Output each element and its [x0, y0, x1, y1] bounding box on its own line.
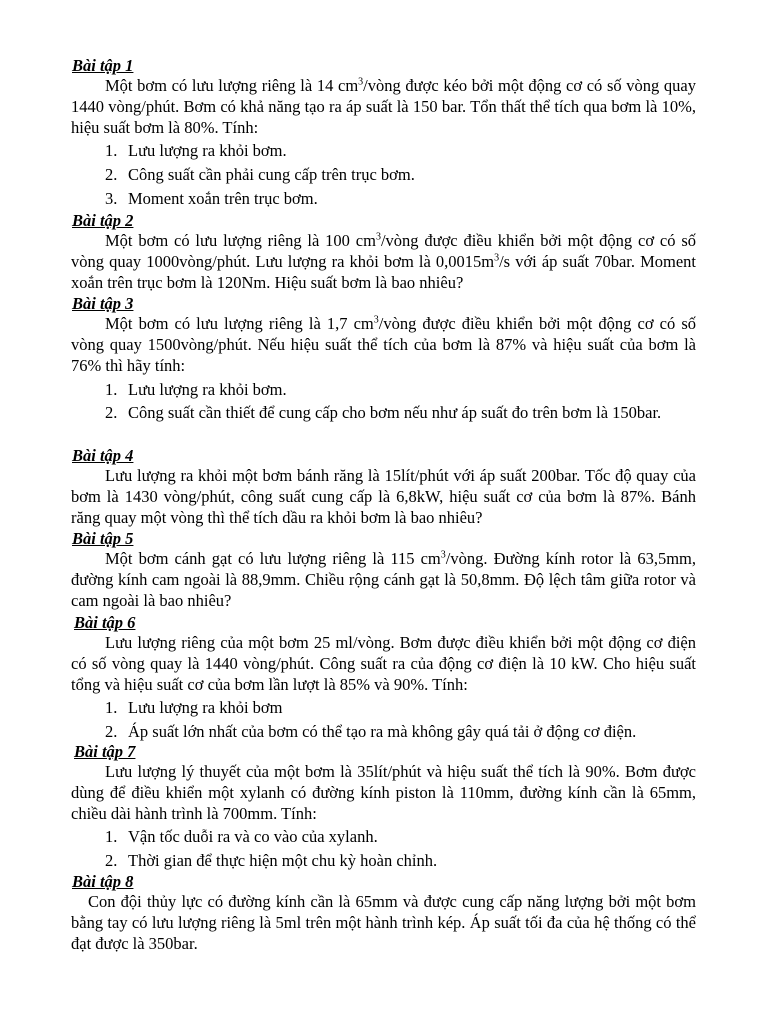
task-number: 1. — [105, 827, 118, 846]
exercise-title: Bài tập 3 — [72, 294, 134, 313]
exercise-1 — [0, 57, 696, 211]
exercise-title: Bài tập 4 — [72, 446, 134, 465]
task-text: Lưu lượng ra khỏi bơm — [128, 698, 283, 717]
exercise-title: Bài tập 1 — [72, 56, 134, 75]
task-number: 2. — [105, 403, 118, 422]
exercise-6 — [0, 614, 696, 744]
exercise-title: Bài tập 5 — [72, 529, 134, 548]
task-text: Vận tốc duỗi ra và co vào của xylanh. — [128, 827, 378, 846]
exercise-text: Lưu lượng riêng của một bơm 25 ml/vòng. Bơm được điều khiển bởi một động cơ điện có số vòng quay là 1440 vòng/phút. Công suất ra của động cơ điện là 10 kW. Cho hiệu suất tổng và hiệu suất cơ của bơm lần lượt là 85% và 90%. Tính: — [71, 633, 696, 694]
task-list — [0, 696, 696, 744]
exercise-text: Lưu lượng ra khỏi một bơm bánh răng là 15lít/phút với áp suất 200bar. Tốc độ quay của bơm là 1430 vòng/phút, công suất cung cấp là 6,8kW, hiệu suất cơ của bơm là 87%. Bánh răng quay một vòng thì thể tích dầu ra khỏi bơm là bao nhiêu? — [71, 466, 696, 527]
exercise-4 — [0, 447, 696, 528]
exercise-8 — [0, 873, 696, 954]
task-item — [0, 825, 696, 849]
task-text: Áp suất lớn nhất của bơm có thể tạo ra mà không gây quá tải ở động cơ điện. — [128, 722, 637, 741]
task-item — [0, 720, 696, 744]
exercise-7 — [0, 743, 696, 873]
exercise-2 — [0, 212, 696, 293]
exercise-5 — [0, 530, 696, 611]
task-list — [0, 139, 696, 211]
task-number: 1. — [105, 698, 118, 717]
task-item — [0, 187, 696, 211]
exercise-text: Một bơm có lưu lượng riêng là 14 $cm^3$/vòng được kéo bởi một động cơ có số vòng quay 1440 vòng/phút. Bơm có khả năng tạo ra áp suất là 150 bar. Tổn thất thể tích qua bơm là 10%, hiệu suất bơm là 80%. Tính: — [71, 76, 697, 137]
task-item — [0, 139, 696, 163]
task-item — [0, 849, 696, 873]
task-number: 1. — [105, 141, 118, 160]
exercise-text: Một bơm có lưu lượng riêng là 100 $cm^3$/vòng được điều khiển bởi một động cơ có số vòng quay 1000vòng/phút. Lưu lượng ra khỏi bơm là $0,0015m^3/s$ với áp suất 70bar. Moment xoắn trên trục bơm là 120Nm. Hiệu suất bơm là bao nhiêu? — [71, 231, 696, 292]
exercise-text: Một bơm có lưu lượng riêng là 1,7 $cm^3$/vòng được điều khiển bởi một động cơ có số vòng quay 1500vòng/phút. Nếu hiệu suất thể tích của bơm là 87% và hiệu suất của bơm là 76% thì hãy tính: — [71, 314, 696, 375]
task-item — [0, 378, 696, 402]
exercise-title: Bài tập 8 — [72, 872, 134, 891]
task-number: 2. — [105, 722, 118, 741]
exercise-title: Bài tập 2 — [72, 211, 134, 230]
task-text: Moment xoắn trên trục bơm. — [128, 189, 318, 208]
task-text: Thời gian để thực hiện một chu kỳ hoàn chỉnh. — [128, 851, 438, 870]
task-item — [0, 163, 696, 187]
exercise-text: Con đội thủy lực có đường kính cần là 65mm và được cung cấp năng lượng bởi một bơm bằng tay có lưu lượng riêng là 5ml trên một hành trình kép. Áp suất tối đa của hệ thống có thể đạt được là 350bar. — [71, 892, 696, 953]
task-list — [0, 378, 696, 424]
exercise-text: Lưu lượng lý thuyết của một bơm là 35lít/phút và hiệu suất thể tích là 90%. Bơm được dùng để điều khiển một xylanh có đường kính piston là 110mm, đường kính cần là 65mm, chiều dài hành trình là 700mm. Tính: — [71, 762, 696, 823]
task-text: Công suất cần phải cung cấp trên trục bơm. — [128, 165, 415, 184]
exercise-text: Một bơm cánh gạt có lưu lượng riêng là 115 $cm^3$/vòng. Đường kính rotor là 63,5mm, đường kính cam ngoài là 88,9mm. Chiều rộng cánh gạt là 50,8mm. Độ lệch tâm giữa rotor và cam ngoài là bao nhiêu? — [71, 549, 697, 610]
task-item — [0, 696, 696, 720]
exercise-3 — [0, 295, 696, 424]
task-number: 1. — [105, 380, 118, 399]
task-list — [0, 825, 696, 873]
task-number: 3. — [105, 189, 118, 208]
task-item — [71, 402, 663, 424]
exercise-title: Bài tập 6 — [74, 613, 136, 632]
task-number: 2. — [105, 851, 118, 870]
task-text: Lưu lượng ra khỏi bơm. — [128, 380, 287, 399]
task-text: Công suất cần thiết để cung cấp cho bơm nếu như áp suất đo trên bơm là 150bar. — [128, 403, 662, 422]
task-text: Lưu lượng ra khỏi bơm. — [128, 141, 287, 160]
exercise-title: Bài tập 7 — [74, 742, 136, 761]
task-number: 2. — [105, 165, 118, 184]
